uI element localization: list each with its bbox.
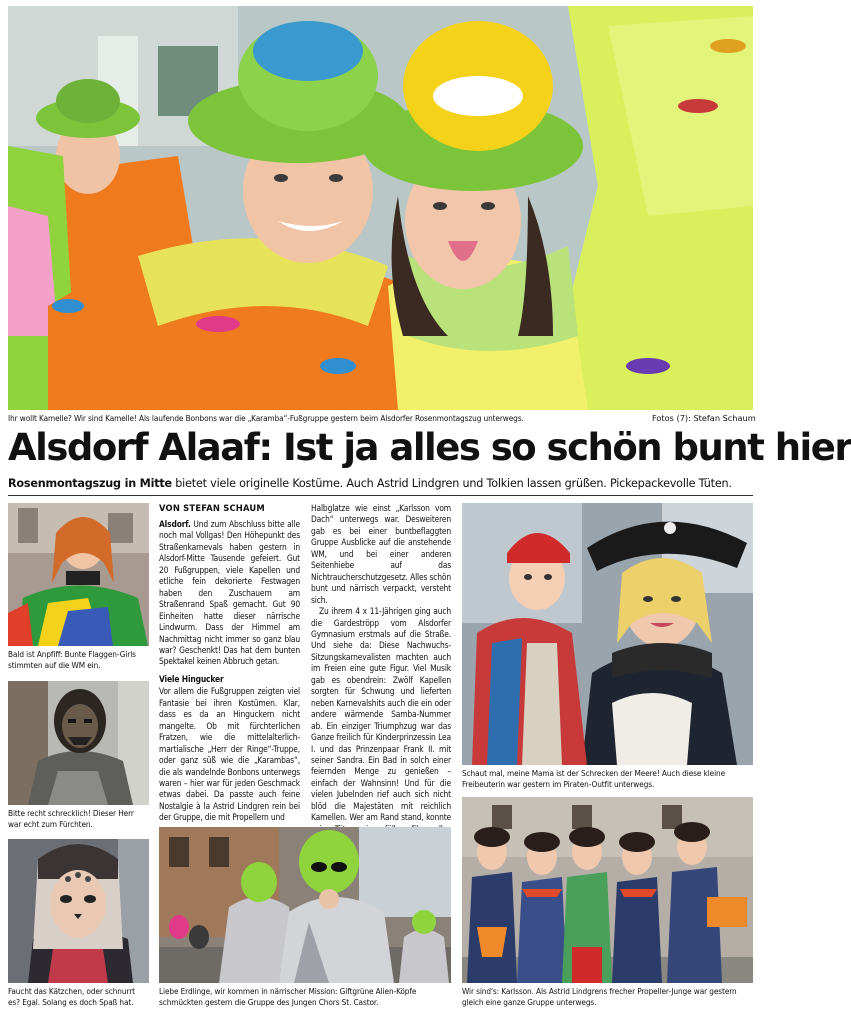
top-photo-illustration xyxy=(8,6,753,410)
subline-bold: Rosenmontagszug in Mitte xyxy=(8,477,172,490)
caption-alien-heads: Liebe Erdlinge, wir kommen in närrischer Mission: Giftgrüne Alien-Köpfe schmückten gestern die Gruppe des Jungen Chors St. Castor. xyxy=(159,986,417,1007)
paragraph-2: Vor allem die Fußgruppen zeigten viel Fantasie bei ihren Kostümen. Klar, dass es da an Hinguckern nicht mangelte. Ob mit fürchterlichen Fratzen, wie die mittelalterlich-martialische „Herr der Ringe“-Truppe, oder ganz süß wie die „Karambas“, die als wandelnde Bonbons unterwegs waren – hier war für jeden Geschmack etwas dabei. Da passte auch feine Nostalgie à la Astrid Lindgren rein bei der Gruppe, die mit Propellern und xyxy=(159,686,300,823)
subline-rest: bietet viele originelle Kostüme. Auch Astrid Lindgren und Tolkien lassen grüßen. Pickepackevolle Tüten. xyxy=(171,477,732,490)
photo-pirate-mother-child xyxy=(462,503,753,765)
photo-cat-costume xyxy=(8,839,149,983)
photo-alien-heads xyxy=(159,827,451,983)
paragraph-3: Halbglatze wie einst „Karlsson vom Dach“ unterwegs war. Desweiteren gab es bei einer buntbeflaggten Gruppe Ausblicke auf die anstehende WM, und bei einer anderen Seitenhiebe auf das Nichtraucherschutzgesetz. Alles schön bunt und närrisch verpackt, versteht sich. xyxy=(311,503,451,605)
caption-flag-girls: Bald ist Anpfiff: Bunte Flaggen-Girls stimmten auf die WM ein. xyxy=(8,649,136,670)
subheading-viele-hingucker: Viele Hingucker xyxy=(159,673,224,684)
photo-flag-girls xyxy=(8,503,149,646)
paragraph-1: Alsdorf. Und zum Abschluss bitte alle noch mal Vollgas! Den Höhepunkt des Straßenkarnevals haben gestern in Alsdorf-Mitte Tausende gefeiert. Gut 20 Fußgruppen, viele Kapellen und etliche fein dekorierte Festwagen haben den Zuschauern am Straßenrand Spaß gemacht. Gut 90 Einheiten hatte dieser närrische Lindwurm. Dass der Himmel am Nachmittag nicht immer so ganz blau war? Geschenkt! Das hat dem bunten Spektakel keinen Abbruch getan. xyxy=(159,519,300,667)
top-photo-caption: Ihr wollt Kamelle? Wir sind Kamelle! Als laufende Bonbons war die „Karamba“-Fußgruppe gestern beim Alsdorfer Rosenmontagszug unterwegs. xyxy=(8,413,524,423)
caption-cat-costume: Faucht das Kätzchen, oder schnurrt es? Egal. Solang es doch Spaß hat. xyxy=(8,986,135,1007)
byline: VON STEFAN SCHAUM xyxy=(159,503,265,513)
caption-scary-costume: Bitte recht schrecklich! Dieser Herr war echt zum Fürchten. xyxy=(8,808,134,829)
top-photo-carnival-bonbons xyxy=(8,6,753,410)
caption-pirate: Schaut mal, meine Mama ist der Schrecken der Meere! Auch diese kleine Freibeuterin war gestern im Piraten-Outfit unterwegs. xyxy=(462,768,726,789)
article-column-1 xyxy=(159,519,300,824)
photo-karlsson-group xyxy=(462,797,753,983)
article-headline: Alsdorf Alaaf: Ist ja alles so schön bunt hier xyxy=(8,426,851,469)
article-subline xyxy=(8,477,753,491)
paragraph-4: Zu ihrem 4 x 11-Jährigen ging auch die Gardeströpp vom Alsdorfer Gymnasium erstmals auf die Straße. Und siehe da: Diese Nachwuchs-Sitzungskarnevalisten machten auch im Freien eine gute Figur. Viel Musik gab es obendrein: Zwölf Kapellen sorgten für Schwung und lieferten neben Karnevalshits auch die ein oder andere wärmende Samba-Nummer ab. Ein einziger Triumphzug war das Ganze freilich für Kinderprinzessin Lea I. und das Prinzenpaar Frank II. mit seiner Sandra. Ein Bad in solch einer feiernden Menge zu genießen – einfach der Wahnsinn! Und für die vielen Jubelnden rief auch sich nicht blöd die Majestäten mit reichlich Kamellen. Wer am Rand stand, konnte xyxy=(311,606,451,823)
photo-lord-of-rings-costume xyxy=(8,681,149,805)
photo-credit: Fotos (7): Stefan Schaum xyxy=(652,413,756,423)
article-column-2 xyxy=(311,503,451,847)
dateline: Alsdorf. xyxy=(159,519,191,529)
caption-karlsson-group: Wir sind's: Karlsson. Als Astrid Lindgrens frecher Propeller-Junge war gestern gleich eine ganze Gruppe unterwegs. xyxy=(462,986,737,1007)
headline-rule xyxy=(8,495,753,496)
